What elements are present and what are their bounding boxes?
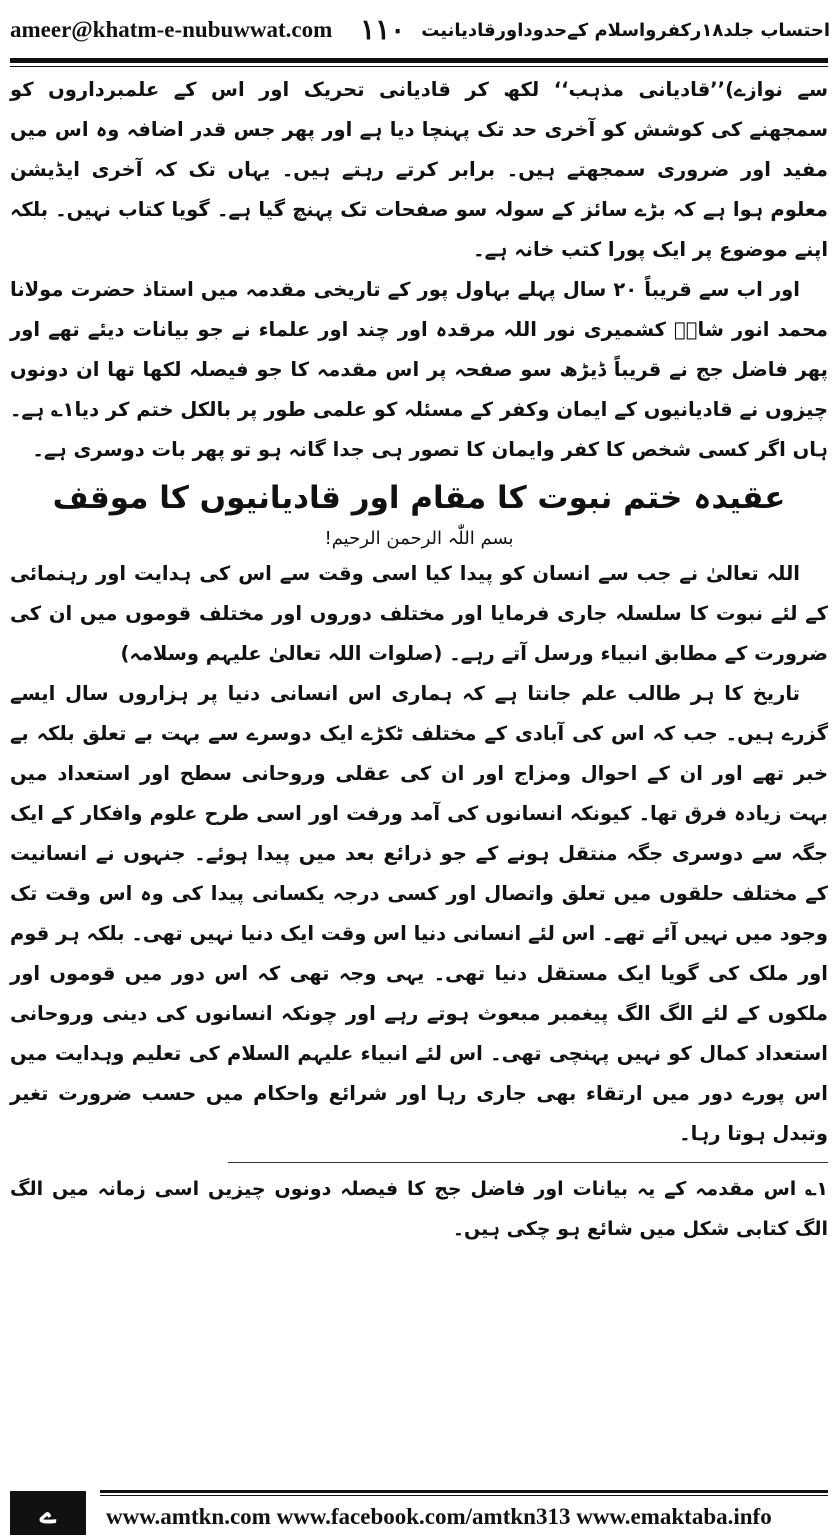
header-email: ameer@khatm-e-nubuwwat.com: [10, 17, 333, 42]
bismillah: بسم اللّٰہ الرحمن الرحیم!: [324, 528, 514, 549]
page-header: [10, 10, 830, 50]
header-right: [360, 13, 830, 47]
paragraph-4: تاریخ کا ہر طالب علم جانتا ہے کہ ہماری اس انسانی دنیا پر ہزاروں سال ایسے گزرے ہیں۔ جب کہ اس کی آبادی کے مختلف ٹکڑے ایک دوسرے سے بہت بے تعلق بلکہ بے خبر تھے اور ان کے احوال ومزاج اور ان کی عقلی وروحانی سطح اور استعداد میں بہت زیادہ فرق تھا۔ کیونکہ انسانوں کی آمد ورفت اور اسی طرح علوم وافکار کے ایک جگہ سے دوسری جگہ منتقل ہونے کے جو ذرائع بعد میں پیدا ہوئے۔ جنہوں نے انسانیت کے مختلف حلقوں میں تعلق واتصال اور کسی درجہ یکسانی پیدا کی وہ اس وقت تک وجود میں نہیں آئے تھے۔ اس لئے انسانی دنیا اس وقت ایک دنیا نہیں تھی۔ بلکہ ہر قوم اور ملک کی گویا ایک مستقل دنیا تھی۔ یہی وجہ تھی کہ اس دور میں قوموں اور ملکوں کے لئے الگ الگ پیغمبر مبعوث ہوتے رہے اور چونکہ انسانوں کی دینی وروحانی استعداد کمال کو نہیں پہنچی تھی۔ اس لئے انبیاء علیہم السلام کی تعلیم وہدایت میں اس پورے دور میں ارتقاء بھی جاری رہا اور شرائع واحکام میں حسب ضرورت تغیر وتبدل ہوتا رہا۔: [10, 682, 828, 1145]
page-body: [10, 70, 828, 1249]
footnote: ۱؎ اس مقدمہ کے یہ بیانات اور فاضل جج کا فیصلہ دونوں چیزیں اسی زمانہ میں الگ الگ کتابی شکل میں شائع ہو چکی ہیں۔: [10, 1178, 828, 1240]
footer-urls: www.amtkn.com www.facebook.com/amtkn313 www.emaktaba.info: [106, 1504, 772, 1529]
section-heading: عقیدہ ختم نبوت کا مقام اور قادیانیوں کا موقف: [52, 480, 786, 516]
paragraph-3: اللہ تعالیٰ نے جب سے انسان کو پیدا کیا اسی وقت سے اس کی ہدایت اور رہنمائی کے لئے نبوت کا سلسلہ جاری فرمایا اور مختلف دوروں اور مختلف قوموں میں ان کی ضرورت کے مطابق انبیاء ورسل آتے رہے۔ (صلوات اللہ تعالیٰ علیہم وسلامہ): [10, 562, 828, 665]
page-number: ۱۱۰: [360, 15, 406, 46]
footer-rules: [100, 1490, 828, 1496]
paragraph-2: اور اب سے قریباً ۲۰ سال پہلے بہاول پور کے تاریخی مقدمہ میں استاذ حضرت مولانا محمد انور شاہؒ کشمیری نور اللہ مرقدہ اور چند اور علماء نے جو بیانات دیئے تھے اور پھر فاضل جج نے قریباً ڈیڑھ سو صفحہ پر اس مقدمہ کا جو فیصلہ لکھا تھا ان دونوں چیزوں نے قادیانیوں کے ایمان وکفر کے مسئلہ کو علمی طور پر بالکل ختم کر دیا۱؎ ہے۔ ہاں اگر کسی شخص کا کفر وایمان کا تصور ہی جدا گانہ ہو تو پھر بات دوسری ہے۔: [10, 278, 828, 461]
page-footer: [10, 1490, 828, 1536]
footnote-divider: [228, 1162, 828, 1163]
header-rule-thick: [10, 58, 828, 63]
footer-badge: ے: [10, 1491, 86, 1535]
paragraph-1: سے نوازے)’’قادیانی مذہب‘‘ لکھ کر قادیانی تحریک اور اس کے علمبرداروں کو سمجھنے کی کوشش کو آخری حد تک پہنچا دیا ہے اور پھر جس قدر اضافہ وہ اس میں مفید اور ضروری سمجھتے ہیں۔ برابر کرتے رہتے ہیں۔ یہاں تک کہ آخری ایڈیشن معلوم ہوا ہے کہ بڑے سائز کے سولہ سو صفحات تک پہنچ گیا ہے۔ گویا کتاب نہیں۔ بلکہ اپنے موضوع پر ایک پورا کتب خانہ ہے۔: [10, 78, 828, 261]
header-title: احتساب جلد۱۸رکفرواسلام کےحدوداورقادیانیت: [421, 19, 830, 41]
header-rule-thin: [10, 66, 828, 67]
